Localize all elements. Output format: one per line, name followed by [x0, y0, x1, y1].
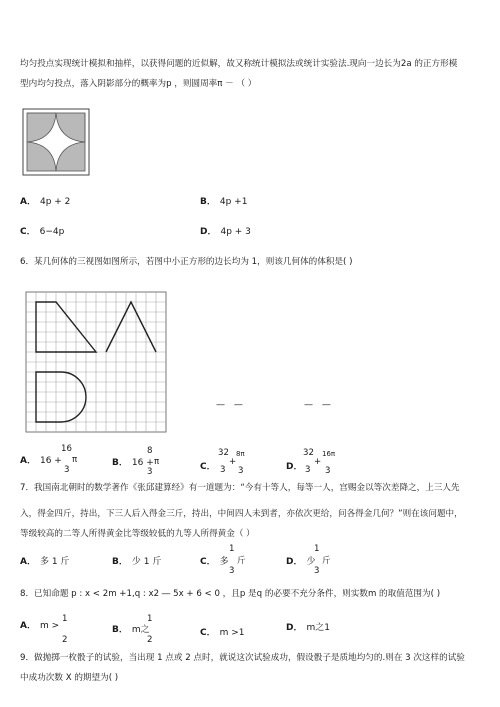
- q6-option-c-den: 3: [220, 465, 226, 475]
- q5-square-figure: [22, 108, 90, 176]
- q6-option-c-num2: 8π: [236, 450, 245, 458]
- q5-option-c[interactable]: C． 6−4p: [20, 227, 65, 237]
- q6-dash-1: — —: [216, 400, 246, 410]
- q9-line2: 中成功次数 X 的期望为( ): [20, 673, 119, 683]
- q6-option-d-plus: +: [314, 457, 322, 467]
- q8-option-a-num: 1: [62, 614, 68, 624]
- q7-option-d-den: 3: [314, 566, 320, 576]
- q5-option-a[interactable]: A． 4p + 2: [20, 197, 71, 207]
- q5-option-d[interactable]: D． 4p + 3: [200, 227, 251, 237]
- q6-option-b-num: 8: [147, 446, 153, 456]
- q5-line2: 型内均匀投点，落入阴影部分的概率为p ，则圆周率π － （ ）: [20, 79, 257, 89]
- q7-option-d-unit: 斤: [322, 556, 331, 566]
- q8-option-a[interactable]: A． m >: [20, 621, 60, 631]
- q6-dash-2: — —: [304, 400, 334, 410]
- q7-option-b[interactable]: B． 少 1 斤: [112, 557, 162, 567]
- q7-line3: 等级较高的二等人所得黄金比等级较低的九等人所得黄金（ ）: [20, 529, 255, 539]
- q8-option-b-num: 1: [147, 614, 153, 624]
- q6-option-d-num: 32: [303, 448, 314, 458]
- q9-line1: 9．做抛掷一枚骰子的试验，当出现 1 点或 2 点时，就说这次试验成功，假设骰子是质地均匀的.则在 3 次这样的试验: [20, 653, 465, 663]
- q6-option-a[interactable]: A． 16 +: [20, 456, 62, 466]
- q6-option-a-pi: π: [72, 455, 78, 465]
- q7-option-d[interactable]: D． 少: [286, 557, 316, 567]
- q7-option-c[interactable]: C． 多: [200, 557, 229, 567]
- q5-line1: 均匀投点实现统计模拟和抽样，以获得问题的近似解，故又称统计模拟法或统计实验法.现向一边长为2a 的正方形模: [20, 59, 458, 69]
- q7-option-c-unit: 斤: [237, 556, 246, 566]
- q6-option-d[interactable]: D．: [286, 462, 303, 472]
- q8-option-d[interactable]: D． m之1: [286, 623, 330, 633]
- q8-option-b[interactable]: B． m之: [112, 625, 150, 635]
- q6-option-b[interactable]: B． 16 +: [112, 458, 154, 468]
- q6-option-a-den: 3: [64, 465, 70, 475]
- q6-option-d-den: 3: [305, 465, 311, 475]
- q7-line1: 7．我国南北朝时的数学著作《张邱建算经》有一道题为：“今有十等人，每等一人，宫赐金以等次差降之，上三人先: [20, 483, 460, 493]
- q8-option-c[interactable]: C． m >1: [200, 628, 245, 638]
- q7-option-c-den: 3: [229, 566, 235, 576]
- q8-option-b-den: 2: [147, 635, 153, 645]
- q6-option-b-pi: π: [154, 457, 160, 467]
- q7-option-c-num: 1: [229, 544, 235, 554]
- q8-stem: 8．已知命题 p : x < 2m +1,q : x2 ― 5x + 6 < 0 ，且p 是q 的必要不充分条件，则实数m 的取值范围为( ): [20, 589, 441, 599]
- q6-option-c-num: 32: [218, 448, 229, 458]
- q7-line2: 入，得金四斤，持出，下三人后入得金三斤，持出，中间四人未到者，亦依次更给，问各得金几何？”则在该问题中，: [20, 509, 463, 519]
- q6-option-c[interactable]: C．: [200, 462, 216, 472]
- q7-option-a[interactable]: A． 多 1 斤: [20, 557, 70, 567]
- q6-option-a-num: 16: [61, 444, 72, 454]
- q6-option-d-den2: 3: [325, 466, 331, 476]
- q5-option-b[interactable]: B． 4p +1: [200, 197, 248, 207]
- q6-three-view-grid: [22, 288, 170, 436]
- q8-option-a-den: 2: [62, 635, 68, 645]
- q6-option-c-den2: 3: [238, 466, 244, 476]
- q6-stem: 6．某几何体的三视图如图所示，若图中小正方形的边长均为 1，则该几何体的体积是( ): [20, 257, 353, 267]
- q6-option-b-den: 3: [147, 467, 153, 477]
- q6-option-c-plus: +: [229, 457, 237, 467]
- q7-option-d-num: 1: [314, 544, 320, 554]
- q6-option-d-num2: 16π: [322, 450, 336, 458]
